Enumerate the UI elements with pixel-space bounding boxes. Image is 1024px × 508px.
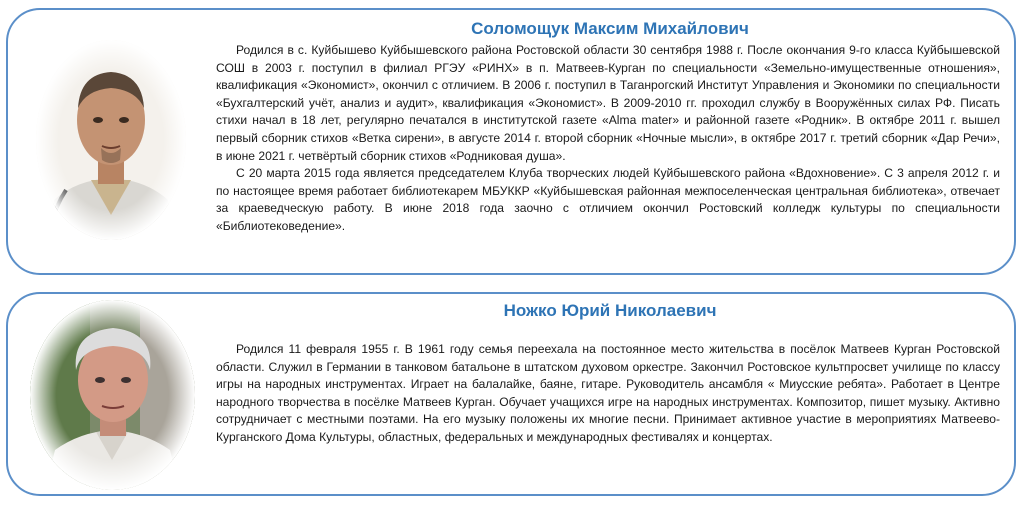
person-name: Соломощук Максим Михайлович	[471, 19, 749, 38]
person-biography	[216, 42, 1000, 236]
person-biography	[216, 341, 1000, 447]
person-name: Ножко Юрий Николаевич	[503, 301, 717, 320]
portrait-photo-2	[30, 300, 195, 490]
bio-paragraph: Родился 11 февраля 1955 г. В 1961 году семья переехала на постоянное место жительства в посёлок Матвеев Курган Ростовской области. Служил в Германии в танковом батальоне в штатском духовом оркестре. Закончил Ростовское культпросвет училище по классу игры на народных инструментах. Играет на балалайке, баяне, гитаре. Руководитель ансамбля « Миусские ребята». Работает в Центре народного творчества в посёлке Матвеев Курган. Обучает учащихся игре на народных инструментах. Композитор, пишет музыку. Активно сотрудничает с местными поэтами. На его музыку положены их многие песни. Принимает активное участие в мероприятиях Матвеево-Курганского Дома Культуры, областных, федеральных и международных фестивалях и концертах.	[216, 342, 1000, 444]
bio-paragraph: Родился в с. Куйбышево Куйбышевского района Ростовской области 30 сентября 1988 г. После окончания 9-го класса Куйбышевской СОШ в 2003 г. поступил в филиал РГЭУ «РИНХ» в п. Матвеев-Курган по специальности «Земельно-имущественные отношения», квалификация «Экономист», окончил с отличием. В 2006 г. поступил в Таганрогский Институт Управления и Экономики по специальности «Бухгалтерский учёт, анализ и аудит», квалификация «Экономист». В 2009-2010 гг. проходил службу в Вооружённых силах РФ. Писать стихи начал в 18 лет, регулярно печатался в институтской газете «Alma mater» и районной газете «Родник». В октябре 2011 г. вышел первый сборник стихов «Ветка сирени», в августе 2014 г. второй сборник «Ночные мысли», в октябре 2017 г. третий сборник «Дар Речи», в июне 2021 г. четвёртый сборник стихов «Родниковая душа».	[216, 43, 1000, 163]
bio-paragraph: С 20 марта 2015 года является председателем Клуба творческих людей Куйбышевского района «Вдохновение». С 3 апреля 2012 г. и по настоящее время работает библиотекарем МБУККР «Куйбышевская районная межпоселенческая центральная библиотека», отвечает за краеведческую работу. В июне 2018 года заочно с отличием окончил Ростовский колледж культуры по специальности «Библиотековедение».	[216, 166, 1000, 233]
portrait-photo-1	[36, 40, 186, 240]
